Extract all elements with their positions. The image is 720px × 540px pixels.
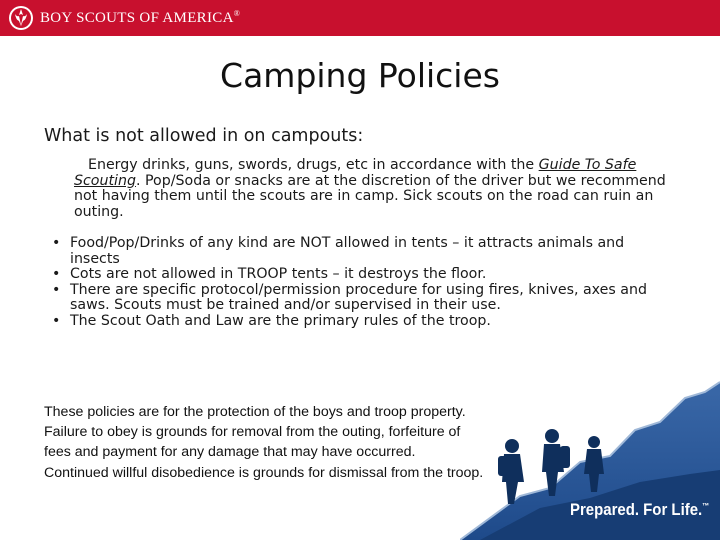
org-name	[40, 9, 240, 27]
guide-to-safe-scouting-link[interactable]: Guide To Safe Scouting	[74, 157, 637, 189]
list-item	[0, 314, 670, 330]
bullet-icon: •	[52, 281, 61, 298]
list-item	[0, 236, 670, 267]
registered-mark: ®	[233, 9, 241, 18]
bullet-text: The Scout Oath and Law are the primary rules of the troop.	[70, 312, 491, 329]
org-name-text: BOY SCOUTS OF AMERICA	[40, 10, 234, 26]
bullet-text: Food/Pop/Drinks of any kind are NOT allowed in tents – it attracts animals and insects	[70, 235, 625, 267]
bullet-icon: •	[52, 235, 61, 251]
policy-bullet-list	[0, 236, 720, 330]
header-bar	[0, 0, 720, 36]
first-item-text: Energy drinks, guns, swords, drugs, etc in accordance with the	[88, 157, 539, 173]
bullet-text: Cots are not allowed in TROOP tents – it destroys the floor.	[70, 266, 487, 283]
bullet-text: There are specific protocol/permission procedure for using fires, knives, axes and saws. Scouts must be trained and/or supervised in their use.	[70, 281, 647, 314]
bsa-emblem-icon	[8, 5, 34, 31]
trademark-mark: ™	[702, 501, 710, 511]
bullet-icon: •	[52, 312, 61, 329]
first-policy-item	[74, 158, 674, 220]
tagline-text: Prepared. For Life.	[570, 500, 703, 519]
bullet-icon: •	[52, 266, 61, 283]
slide-title: Camping Policies	[220, 56, 500, 95]
first-item-continued: . Pop/Soda or snacks are at the discretion of the driver but we recommend not having them until the scouts are in camp. Sick scouts on the road can ruin an outing.	[74, 172, 666, 220]
closing-paragraph: These policies are for the protection of the boys and troop property. Failure to obey is grounds for removal from the outing, forfeiture of fees and payment for any damage that may have occurred. Continued willful disobedience is grounds for dismissal from the troop.	[44, 404, 484, 481]
intro-heading: What is not allowed in on campouts:	[44, 126, 364, 146]
list-item	[0, 283, 670, 314]
tagline	[570, 500, 709, 520]
list-item	[0, 267, 670, 283]
